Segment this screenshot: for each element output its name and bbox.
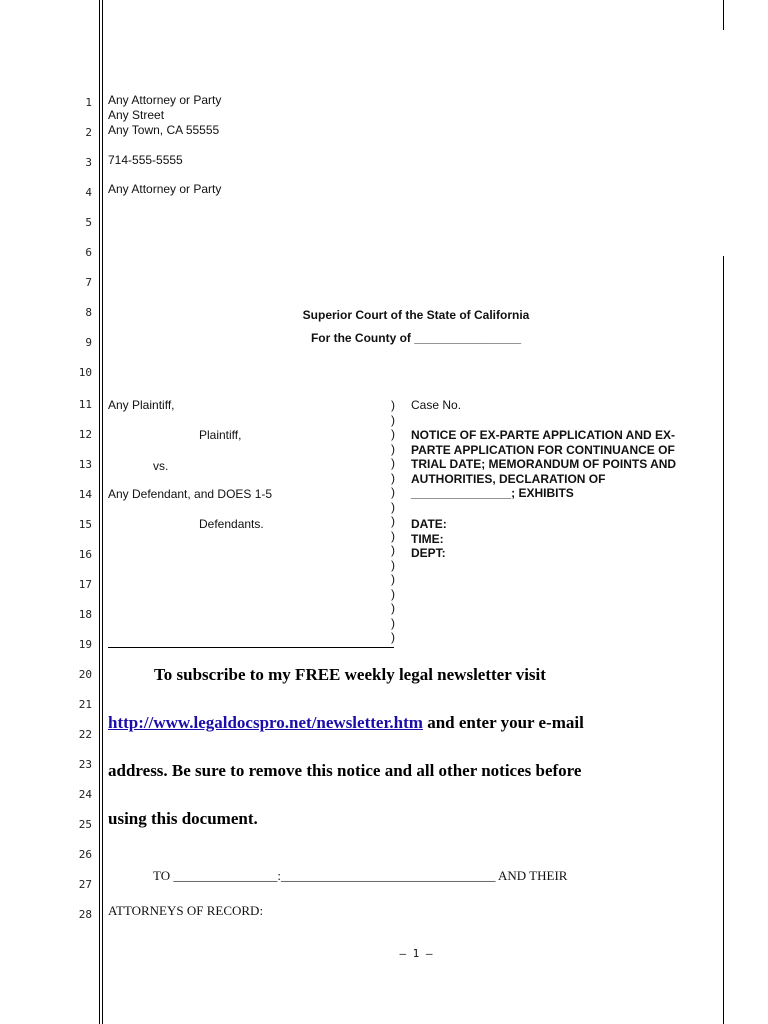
line-number: 19 — [78, 638, 92, 651]
left-margin-rule-inner — [102, 0, 103, 1024]
notice-line-3: address. Be sure to remove this notice and all other notices before — [108, 761, 582, 780]
defendant-name: Any Defendant, and DOES 1-5 — [108, 487, 273, 501]
caption-paren: ) — [391, 601, 395, 615]
caption-paren: ) — [391, 630, 395, 644]
caption-paren: ) — [391, 499, 395, 514]
line-number: 2 — [85, 126, 92, 139]
document-title-line-2: PARTE APPLICATION FOR CONTINUANCE OF — [411, 442, 675, 457]
attorneys-of-record: ATTORNEYS OF RECORD: — [108, 903, 264, 918]
caption-paren: ) — [391, 557, 395, 572]
line-number: 17 — [78, 578, 92, 591]
line-number: 8 — [85, 306, 92, 319]
attorney-city: Any Town, CA 55555 — [108, 123, 220, 137]
notice-line-1: To subscribe to my FREE weekly legal newsletter visit — [154, 665, 546, 684]
caption-paren: ) — [391, 470, 395, 485]
line-number: 7 — [85, 276, 92, 289]
line-number: 26 — [78, 848, 92, 861]
line-number: 16 — [78, 548, 92, 561]
caption-paren: ) — [391, 456, 395, 470]
line-number: 23 — [78, 758, 92, 771]
line-number: 27 — [78, 878, 92, 891]
document-title-line-4: AUTHORITIES, DECLARATION OF — [411, 471, 606, 486]
date-label: DATE: — [411, 517, 447, 531]
document-title-line-3: TRIAL DATE; MEMORANDUM OF POINTS AND — [411, 457, 677, 471]
attorney-name: Any Attorney or Party — [108, 93, 222, 107]
left-margin-rule-outer — [99, 0, 100, 1024]
caption-paren: ) — [391, 441, 395, 456]
line-number: 12 — [78, 428, 92, 441]
line-number: 28 — [78, 908, 92, 921]
line-number: 21 — [78, 698, 92, 711]
caption-paren: ) — [391, 572, 395, 586]
notice-line-2-rest: and enter your e-mail — [422, 713, 584, 732]
caption-paren: ) — [391, 586, 395, 601]
line-number: 10 — [78, 366, 92, 379]
line-number: 25 — [78, 818, 92, 831]
caption-underline — [108, 647, 394, 648]
notice-line-2 — [108, 713, 584, 733]
to-line: TO ________________:_________________________________ AND THEIR — [153, 868, 568, 883]
line-number: 5 — [85, 216, 92, 229]
court-county: For the County of ________________ — [310, 331, 522, 345]
notice-line-4: using this document. — [108, 809, 258, 828]
document-title-line-1: NOTICE OF EX-PARTE APPLICATION AND EX- — [411, 428, 676, 442]
line-number: 1 — [85, 96, 92, 109]
line-number: 15 — [78, 518, 92, 531]
line-number: 4 — [85, 186, 92, 199]
caption-paren: ) — [391, 427, 395, 441]
document-title-line-5: _______________; EXHIBITS — [411, 486, 574, 500]
caption-paren: ) — [391, 543, 395, 557]
defendant-role: Defendants. — [199, 517, 264, 531]
court-name: Superior Court of the State of California — [302, 308, 530, 322]
line-number: 13 — [78, 458, 92, 471]
line-number: 11 — [78, 398, 92, 411]
line-number: 20 — [78, 668, 92, 681]
right-margin-rule-top — [723, 0, 724, 30]
caption-paren: ) — [391, 528, 395, 543]
line-number: 3 — [85, 156, 92, 169]
caption-paren: ) — [391, 514, 395, 528]
line-number: 18 — [78, 608, 92, 621]
plaintiff-name: Any Plaintiff, — [108, 398, 175, 412]
caption-paren: ) — [391, 485, 395, 499]
newsletter-link[interactable]: http://www.legaldocspro.net/newsletter.htm — [108, 713, 423, 732]
page-number: – 1 – — [399, 947, 433, 960]
line-number: 9 — [85, 336, 92, 349]
line-number: 22 — [78, 728, 92, 741]
right-margin-rule — [723, 256, 724, 1024]
dept-label: DEPT: — [411, 546, 446, 560]
attorney-phone: 714-555-5555 — [108, 153, 183, 167]
versus: vs. — [153, 459, 169, 473]
caption-paren: ) — [391, 412, 395, 427]
attorney-for: Any Attorney or Party — [108, 182, 222, 196]
plaintiff-role: Plaintiff, — [199, 428, 242, 442]
line-number: 14 — [78, 488, 92, 501]
attorney-street: Any Street — [108, 108, 165, 122]
case-number-label: Case No. — [411, 398, 462, 412]
time-label: TIME: — [411, 531, 444, 546]
line-number: 6 — [85, 246, 92, 259]
line-number: 24 — [78, 788, 92, 801]
caption-paren: ) — [391, 398, 395, 412]
caption-paren: ) — [391, 615, 395, 630]
